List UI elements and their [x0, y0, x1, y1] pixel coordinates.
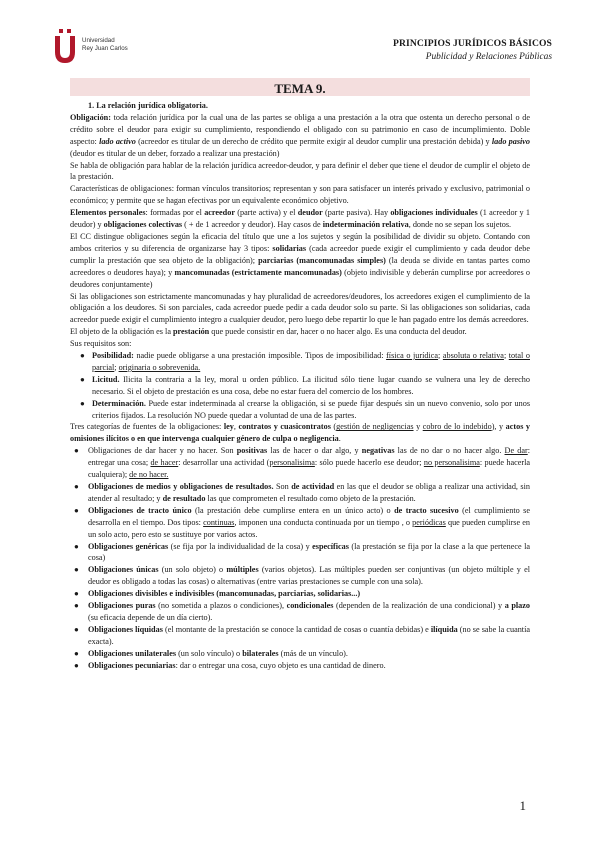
list-item: ● Obligaciones de dar hacer y no hacer. Son positivas las de hacer o dar algo, y negativas las de no dar o no hacer algo. De dar: entregar una cosa; de hacer: desarrollar una actividad (personalisima: sólo puede hacerlo ese deudor; no personalisima: puede hacerla cualquiera); de no hacer. [74, 446, 530, 480]
university-logo [52, 28, 162, 64]
tema-title: TEMA 9. [274, 81, 326, 96]
term-lado-activo: lado activo [99, 136, 136, 146]
term-lado-pasivo: lado pasivo [491, 136, 531, 146]
university-logo-text [82, 37, 128, 53]
logo-line-1: Universidad [82, 37, 115, 44]
document-body [70, 100, 530, 672]
paragraph-requisitos: Sus requisitos son: [70, 339, 132, 349]
list-item: ● Obligaciones únicas (un solo objeto) o múltiples (varios objetos). Las múltiples pueden ser conjuntivas (un objeto múltiple y el deudor es obligado a todas las cosas) o alternativas (entre varias prestaciones se cumple con una sola). [74, 565, 530, 587]
bullet-icon: ● [74, 624, 79, 634]
bullet-icon: ● [74, 565, 79, 575]
bullet-icon: ● [74, 482, 79, 491]
bullet-icon: ● [74, 660, 79, 670]
paragraph-fuentes: Tres categorías de fuentes de la obligaciones: ley, contratos y cuasicontratos (gestión de negligencias y cobro de lo indebido), y actos y omisiones ilícitos o en que intervenga cualquier género de culpa o negligencia. [70, 422, 531, 444]
course-title: PRINCIPIOS JURÍDICOS BÁSICOS [393, 38, 552, 49]
paragraph-se-habla: Se habla de obligación para hablar de la relación jurídica acreedor-deudor, y para definir el deber que tiene el deudor de cumplir el objeto de la prestación. [70, 160, 530, 182]
paragraph-elementos: Elementos personales: formadas por el acreedor (parte activa) y el deudor (parte pasiva). Hay obligaciones individuales (1 acreedor y 1 deudor) y obligaciones colectivas ( + de 1 acreedor y deudor). Hay casos de indeterminación relativa, donde no se sepan los sujetos. [70, 208, 531, 230]
bullet-icon: ● [74, 601, 79, 611]
tema-banner [70, 78, 530, 96]
bullet-icon: ● [74, 648, 79, 658]
bullet-icon: ● [80, 374, 85, 384]
list-item: ● Obligaciones genéricas (se fija por la individualidad de la cosa) y específicas (la prestación se fija por la clase a la que pertenece la cosa) [74, 541, 530, 563]
logo-line-2: Rey Juan Carlos [82, 45, 128, 52]
list-item: ● Obligaciones unilaterales (un solo vínculo) o bilaterales (más de un vínculo). [74, 648, 348, 658]
term-obligacion: Obligación: [70, 112, 111, 122]
page-header [393, 38, 552, 62]
course-subtitle: Publicidad y Relaciones Públicas [425, 52, 552, 62]
list-item: ● Obligaciones de medios y obligaciones de resultados. Son de actividad en las que el deudor se obliga a realizar una actividad, sin atender al resultado; y de resultado las que comprometen el resultado como objeto de la prestación. [74, 482, 530, 503]
paragraph-caracteristicas: Características de obligaciones: forman vínculos transitorios; representan y son para satisfacer un interés privado y exclusivo, patrimonial o económico; y permite que se hagan efectivas por un equivalente económico objetivo. [70, 184, 530, 206]
list-item: ● Obligaciones divisibles e indivisibles (mancomunadas, parciarias, solidarias...) [74, 589, 361, 599]
section-heading: 1. La relación jurídica obligatoria. [88, 101, 208, 110]
bullet-icon: ● [74, 446, 79, 456]
bullet-icon: ● [74, 589, 79, 599]
paragraph-si-las: Si las obligaciones son estrictamente mancomunadas y hay pluralidad de acreedores/deudores, los acreedores exigen el cumplimiento de la obligación a los deudores. Si son parciales, cada acreedor puede pedir a cada deudor solo su parte. Si las obligaciones son solidarias, cada acreedor puede exigir el cumplimiento integro a cualquier deudor, pero luego debe repartir lo que le han pagado entre los demás acreedores. [70, 291, 530, 325]
list-item: ● Obligaciones pecuniarias: dar o entregar una cosa, cuyo objeto es una cantidad de dinero. [74, 660, 386, 670]
paragraph-objeto: El objeto de la obligación es la prestación que puede consistir en dar, hacer o no hacer algo. Es una conducta del deudor. [70, 327, 467, 337]
list-item: ● Obligaciones puras (no sometida a plazos o condiciones), condicionales (dependen de la realización de una condicional) y a plazo (su eficacia depende de un día cierto). [74, 601, 530, 622]
tipos-list [70, 445, 530, 671]
list-item: ● Obligaciones de tracto único (la prestación debe cumplirse entera en un único acto) o de tracto sucesivo (el cumplimiento se desarrolla en el tiempo. Dos tipos: continuas, imponen una conducta continuada por un tiempo , o periódicas que pueden cumplirse en un solo acto, pero esto se sustituye por varios actos. [74, 505, 530, 539]
list-item: ● Posibilidad: nadie puede obligarse a una prestación imposible. Tipos de imposibilidad: física o jurídica; absoluta o relativa; total o parcial; originaria o sobrevenida. [80, 351, 530, 372]
university-logo-icon [52, 28, 78, 64]
bullet-icon: ● [74, 541, 79, 551]
list-item: ● Determinación. Puede estar indeterminada al crearse la obligación, si se puede fijar después sin un nuevo convenio, solo por unos criterios fijados. La resolución NO puede quedar a voluntad de una de las partes. [80, 398, 530, 420]
paragraph-obligacion: Obligación: toda relación jurídica por la cual una de las partes se obliga a una prestación a la otra que ostenta un derecho personal o de crédito sobre el deudor para exigir su cumplimiento, respondiendo el obligado con su patrimonio en caso de incumplimiento. Doble aspecto: lado activo (acreedor es titular de un derecho de crédito que permite exigir al deudor cumplir una prestación debida) y lado pasivo (deudor es titular de un deber, forzado a realizar una prestación) [70, 112, 531, 158]
page-number: 1 [519, 798, 526, 813]
list-item: ● Licitud. Ilicita la contraria a la ley, moral u orden público. La ilicitud sólo tiene lugar cuando se vulnera una ley de derecho necesario. Si el objeto de prestación es una cosa, debe no estar fuera del comercio de los hombres. [80, 374, 530, 396]
bullet-icon: ● [80, 351, 85, 361]
paragraph-cc: El CC distingue obligaciones según la eficacia del título que une a los sujetos y según la posibilidad de dividir su objeto. Contando con ambos criterios y su diferencia de organizarse hay 3 tipos: solidarias (cada acreedor puede exigir el cumplimiento y cada deudor debe cumplir la prestación que sea objeto de la obligación); parciarias (mancomunadas simples) (la deuda se divide en tantas partes como acreedores o deudores haya); y mancomunadas (estrictamente mancomunadas) (objeto indivisible y deberán cumplirse por acreedores o deudores conjuntamente) [70, 231, 530, 289]
list-item: ● Obligaciones líquidas (el montante de la prestación se conoce la cantidad de cosas o cuantía debidas) e ilíquida (no se sabe la cuantía exacta). [74, 624, 530, 646]
bullet-icon: ● [74, 505, 79, 515]
requisitos-list [70, 350, 530, 421]
bullet-icon: ● [80, 398, 85, 408]
